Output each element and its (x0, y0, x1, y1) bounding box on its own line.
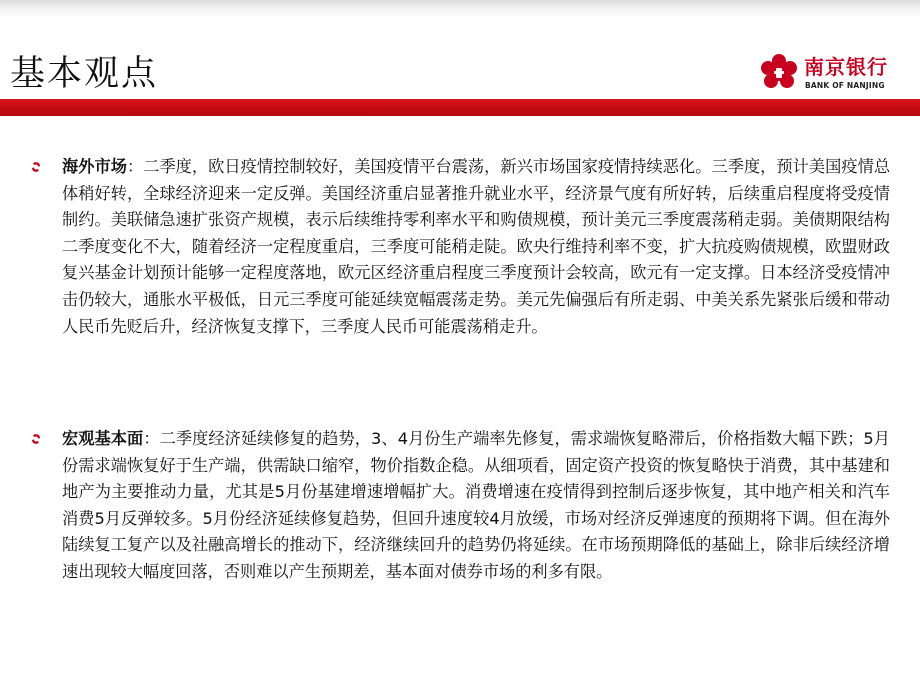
heading-separator: ： (143, 429, 160, 448)
macro-fundamentals-heading: 宏观基本面 (62, 429, 144, 448)
overseas-market-heading: 海外市场 (62, 157, 127, 176)
macro-fundamentals-paragraph (62, 426, 890, 586)
page-title: 基本观点 (10, 54, 159, 94)
heading-separator: ： (126, 157, 144, 176)
header-red-bar (0, 99, 920, 116)
bank-name-en: BANK OF NANJING (805, 81, 885, 90)
bank-logo (758, 51, 918, 93)
top-gradient-band (0, 0, 920, 18)
red-swirl-bullet-icon (30, 161, 42, 173)
macro-fundamentals-text: 二季度经济延续修复的趋势，3、4月份生产端率先修复，需求端恢复略滞后，价格指数大幅下跌；5月份需求端恢复好于生产端，供需缺口缩窄，物价指数企稳。从细项看，固定资产投资的恢复略快于消费，其中基建和地产为主要推动力量，尤其是5月份基建增速增幅扩大。消费增速在疫情得到控制后逐步恢复，其中地产相关和汽车消费5月反弹较多。5月份经济延续修复趋势，但回升速度较4月放缓，市场对经济反弹速度的预期将下调。但在海外陆续复工复产以及社融高增长的推动下，经济继续回升的趋势仍将延续。在市场预期降低的基础上，除非后续经济增速出现较大幅度回落，否则难以产生预期差，基本面对债券市场的利多有限。 (62, 429, 890, 581)
bank-logo-flower-icon (758, 53, 800, 93)
overseas-market-text: 二季度，欧日疫情控制较好，美国疫情平台震荡，新兴市场国家疫情持续恶化。三季度，预计美国疫情总体稍好转，全球经济迎来一定反弹。美国经济重启显著推升就业水平，经济景气度有所好转，后续重启程度将受疫情制约。美联储急速扩张资产规模，表示后续维持零利率水平和购债规模，预计美元三季度震荡稍走弱。美债期限结构二季度变化不大，随着经济一定程度重启，三季度可能稍走陡。欧央行维持利率不变，扩大抗疫购债规模，欧盟财政复兴基金计划预计能够一定程度落地，欧元区经济重启程度三季度预计会较高，欧元有一定支撑。日本经济受疫情冲击仍较大，通胀水平极低，日元三季度可能延续宽幅震荡走势。美元先偏强后有所走弱、中美关系先紧张后缓和带动人民币先贬后升，经济恢复支撑下，三季度人民币可能震荡稍走升。 (62, 157, 891, 336)
overseas-market-paragraph (62, 154, 890, 340)
overseas-market-section (30, 154, 890, 340)
macro-fundamentals-section (30, 426, 890, 586)
red-swirl-bullet-icon (30, 433, 42, 445)
bank-name-cn: 南京银行 (804, 55, 888, 79)
